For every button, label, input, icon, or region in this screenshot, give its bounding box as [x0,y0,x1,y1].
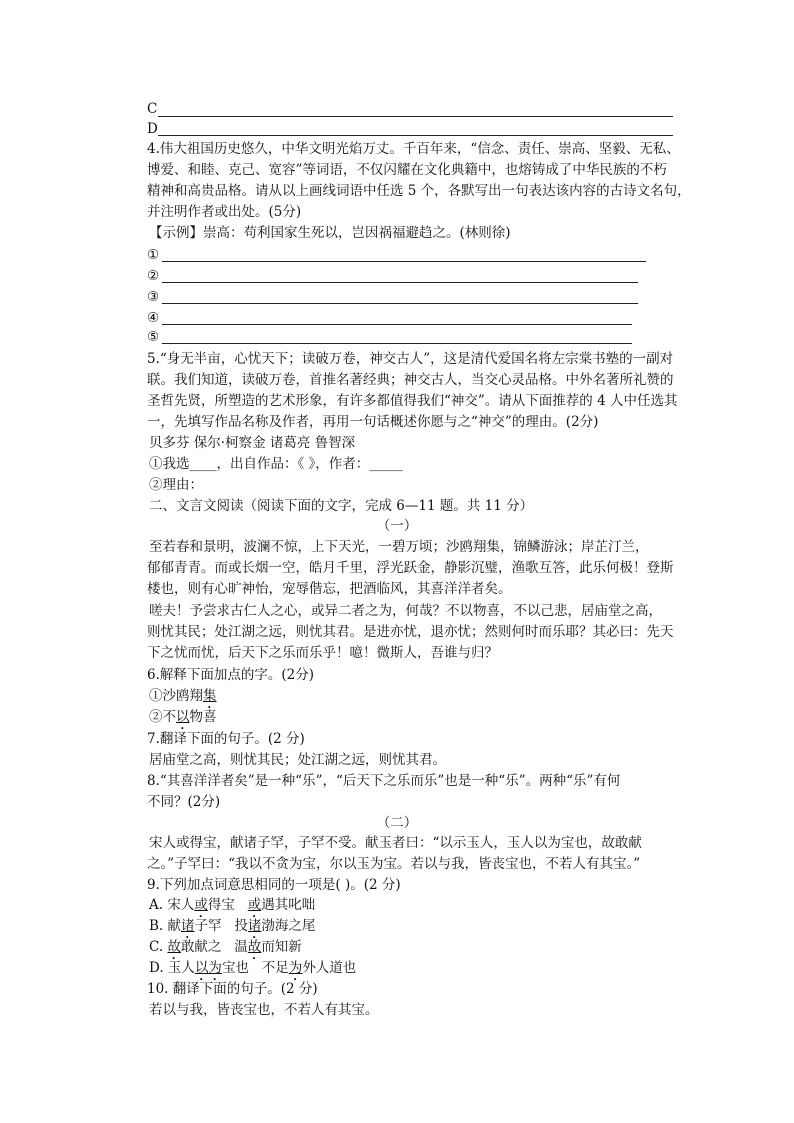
passage1-p1-line-1: 至若春和景明，波澜不惊，上下天光，一碧万顷；沙鸥翔集，锦鳞游泳；岸芷汀兰， [149,539,649,555]
q6-a-dotted-char: 集 [203,688,217,704]
q4-blank-num-5: ⑤ [147,329,160,345]
passage2-line-2: 之。”子罕曰：“我以不贪为宝，尔以玉为宝。若以与我，皆丧宝也，不若人有其宝。” [147,856,641,872]
passage1-p2-line-2: 则忧其民；处江湖之远，则忧其君。是进亦忧，退亦忧；然则何时而乐耶？其必曰：先天 [147,624,674,640]
q9-d-dotted-1: 以为 [194,960,222,976]
q5-line-2: 联。我们知道，读破万卷，首推名著经典；神交古人，当交心灵品格。中外名著所礼赞的 [147,372,674,388]
q4-example: 【示例】崇高：苟利国家生死以，岂因祸福避趋之。(林则徐) [149,225,511,241]
passage1-p1-line-3: 楼也，则有心旷神怡，宠辱偕忘，把酒临风，其喜洋洋者矣。 [147,581,512,597]
q6-a-text: ①沙鸥翔 [149,688,203,704]
q4-blank-2[interactable] [162,282,638,283]
q4-blank-1[interactable] [162,261,646,262]
q9-c-t4: 而知新 [261,939,302,955]
q9-a-t2: 得宝 [207,897,248,913]
q4-blank-num-4: ④ [147,310,160,326]
q9-c-dotted-2: 故 [247,939,262,955]
section-2-heading: 二、文言文阅读（阅读下面的文字，完成 6—11 题。共 11 分） [149,498,534,514]
q9-b-t4: 渤海之尾 [261,918,316,934]
q4-blank-num-2: ② [147,268,160,284]
answer-label-c: C [147,101,158,117]
q6-b-text: ②不 [149,709,176,725]
q6-prompt: 6.解释下面加点的字。(2分) [147,667,315,683]
q5-line-4: 一，先填写作品名称及作者，再用一句话概述你愿与之“神交”的理由。(2分) [147,414,599,430]
q10-prompt: 10. 翻译下面的句子。(2 分) [147,981,318,997]
q5-line-3: 圣哲先贤，所塑造的艺术形象，有许多都值得我们“神交”。请从下面推荐的 4 人中任选其 [147,393,678,409]
q9-a-dotted-2: 或 [247,897,262,913]
q9-d-dotted-2: 为 [288,960,303,976]
q9-a-dotted-1: 或 [194,897,208,913]
q9-d-t4: 外人道也 [302,960,357,976]
q5-names: 贝多芬 保尔·柯察金 诸葛亮 鲁智深 [149,435,356,451]
q4-line-3: 精神和高贵品格。请从以上画线词语中任选 5 个，各默写出一句表达该内容的古诗文名句， [147,183,691,199]
q9-prompt: 9.下列加点词意思相同的一项是( )。(2 分) [147,877,401,893]
q8-line-2: 不同？(2分) [147,794,221,810]
q9-a-t0: A. 宋人 [149,897,195,913]
q4-blank-num-3: ③ [147,289,160,305]
passage1-p2-line-1: 嗟夫！予尝求古仁人之心，或异二者之为，何哉？不以物喜，不以己悲，居庙堂之高， [149,603,662,619]
answer-line-c[interactable] [158,116,673,117]
q9-b-t0: B. 献 [149,918,182,934]
q4-line-2: 博爱、和睦、克己、宽容”等词语，不仅闪耀在文化典籍中，也熔铸成了中华民族的不朽 [147,162,667,178]
q5-reason[interactable]: ②理由： [149,477,203,493]
q6-b-dotted-char: 以 [176,709,190,725]
passage2-line-1: 宋人或得宝，献诸子罕，子罕不受。献玉者曰：“以示玉人，玉人以为宝也，故敢献 [149,835,642,851]
q5-pick[interactable]: ①我选____，出自作品：《 》，作者：_____ [149,456,404,472]
part-1-heading: （一） [376,518,418,534]
answer-label-d: D [147,121,158,137]
q10-sentence: 若以与我，皆丧宝也，不若人有其宝。 [149,1002,379,1018]
q4-line-1: 4.伟大祖国历史悠久，中华文明光焰万丈。千百年来，“信念、责任、崇高、坚毅、无私、 [147,141,680,157]
q7-prompt: 7.翻译下面的句子。(2 分) [147,731,305,747]
q4-blank-5[interactable] [162,343,632,344]
q4-blank-3[interactable] [162,303,638,304]
q7-sentence: 居庙堂之高，则忧其民；处江湖之远，则忧其君。 [149,752,446,768]
q9-a-t4: 遇其叱咄 [261,897,316,913]
q9-b-dotted-1: 诸 [181,918,195,934]
q9-c-t2: 敢献之 温 [180,939,248,955]
part-2-heading: （二） [376,815,418,831]
q4-blank-4[interactable] [162,324,632,325]
q4-blank-num-1: ① [147,247,160,263]
q9-d-t0: D. 玉人 [149,960,195,976]
q9-b-dotted-2: 诸 [247,918,262,934]
passage1-p1-line-2: 郁郁青青。而或长烟一空，皓月千里，浮光跃金，静影沉璧，渔歌互答，此乐何极！登斯 [147,560,674,576]
q5-line-1: 5.“身无半亩，心忧天下；读破万卷，神交古人”，这是清代爱国名将左宗棠书塾的一副对 [147,351,674,367]
passage1-p2-line-3: 下之忧而忧，后天下之乐而乐乎！噫！微斯人，吾谁与归？ [147,645,498,661]
q9-c-t0: C. [149,939,168,955]
q9-b-t2: 子罕 投 [194,918,248,934]
q4-line-4: 并注明作者或出处。(5分) [147,204,302,220]
answer-line-d[interactable] [158,135,673,136]
q9-d-t2: 宝也 不足 [221,960,289,976]
q9-c-dotted-1: 故 [167,939,181,955]
q8-line-1: 8.“其喜洋洋者矣”是一种“乐”，“后天下之乐而乐”也是一种“乐”。两种“乐”有何 [147,773,621,789]
q6-b-text-rest: 物喜 [189,709,217,725]
